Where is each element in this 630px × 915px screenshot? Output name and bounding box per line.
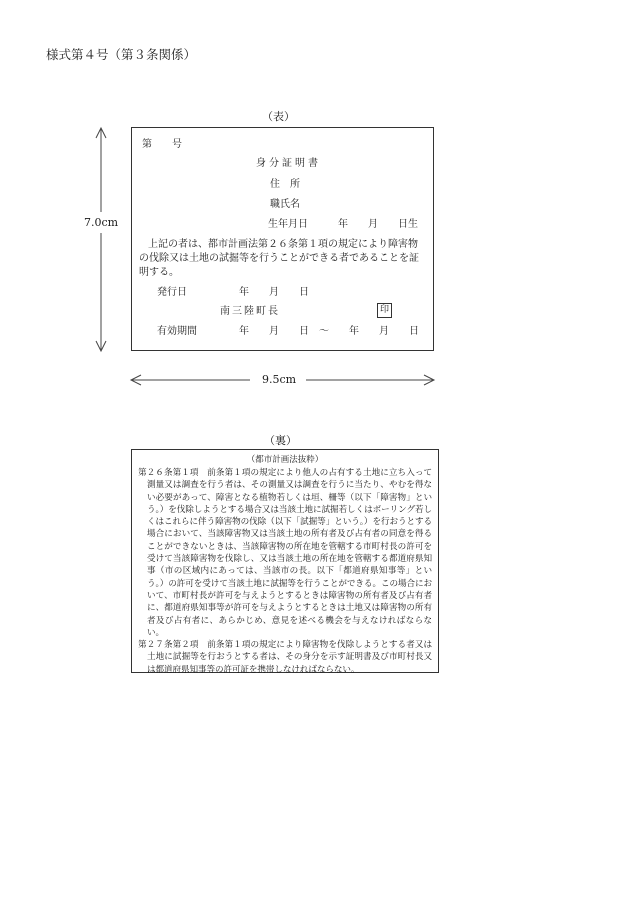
id-card-back — [131, 449, 439, 673]
seal-mark: 印 — [377, 303, 392, 318]
height-dimension-label: 7.0cm — [84, 216, 119, 229]
issue-date-label: 発行日 — [157, 287, 187, 298]
front-side-label: （表） — [262, 110, 295, 123]
form-title: 様式第４号（第３条関係） — [46, 47, 197, 62]
certificate-number-label: 第 号 — [142, 139, 182, 150]
document-title: 身分証明書 — [256, 158, 321, 169]
certificate-body-line-2: の伐除又は土地の試掘等を行うことができる者であることを証 — [139, 253, 419, 264]
valid-period-label: 有効期間 — [157, 326, 197, 337]
address-label: 住 所 — [270, 179, 300, 190]
birthdate-label: 生年月日 年 月 日生 — [268, 219, 418, 230]
article-27-paragraph: 第２７条第２項 前条第１項の規定により障害物を伐除しようとする者又は土地に試掘等を行おうとする者は、その身分を示す証明書及び市町村長又は都道府県知事等の許可証を携帯しなければならない。 — [138, 640, 432, 675]
back-side-label: （裏） — [264, 434, 297, 447]
certificate-body-line-3: 明する。 — [139, 267, 179, 278]
issuer-name: 南三陸町長 — [220, 306, 280, 317]
certificate-body-line-1: 上記の者は、都市計画法第２６条第１項の規定により障害物 — [148, 239, 418, 250]
valid-period-fields: 年 月 日 ～ 年 月 日 — [239, 326, 419, 337]
issue-date-fields: 年 月 日 — [239, 287, 309, 298]
position-name-label: 職氏名 — [270, 199, 300, 210]
width-dimension-label: 9.5cm — [262, 373, 297, 386]
article-26-paragraph: 第２６条第１項 前条第１項の規定により他人の占有する土地に立ち入って測量又は調査を行う者は、その測量又は調査を行うに当たり、やむを得ない必要があって、障害となる植物若しくは垣、柵等（以下「障害物」という。）を伐除しようとする場合又は当該土地に試掘若しくはボーリング若しくはこれらに伴う障害物の伐除（以下「試掘等」という。）を行おうとする場合において、当該障害物又は当該土地の所有者及び占有者の同意を得ることができないときは、当該障害物の所在地を管轄する市町村長の許可を受けて当該障害物を伐除し、又は当該土地の所在地を管轄する都道府県知事（市の区域内にあっては、当該市の長。以下「都道府県知事等」という。）の許可を受けて当該土地に試掘等を行うことができる。この場合において、市町村長が許可を与えようとするときは障害物の所有者及び占有者に、都道府県知事等が許可を与えようとするときは土地又は障害物の所有者及び占有者に、あらかじめ、意見を述べる機会を与えなければならない。 — [138, 468, 432, 638]
height-arrow — [96, 128, 106, 351]
law-excerpt-header: （都市計画法抜粋） — [246, 455, 324, 465]
